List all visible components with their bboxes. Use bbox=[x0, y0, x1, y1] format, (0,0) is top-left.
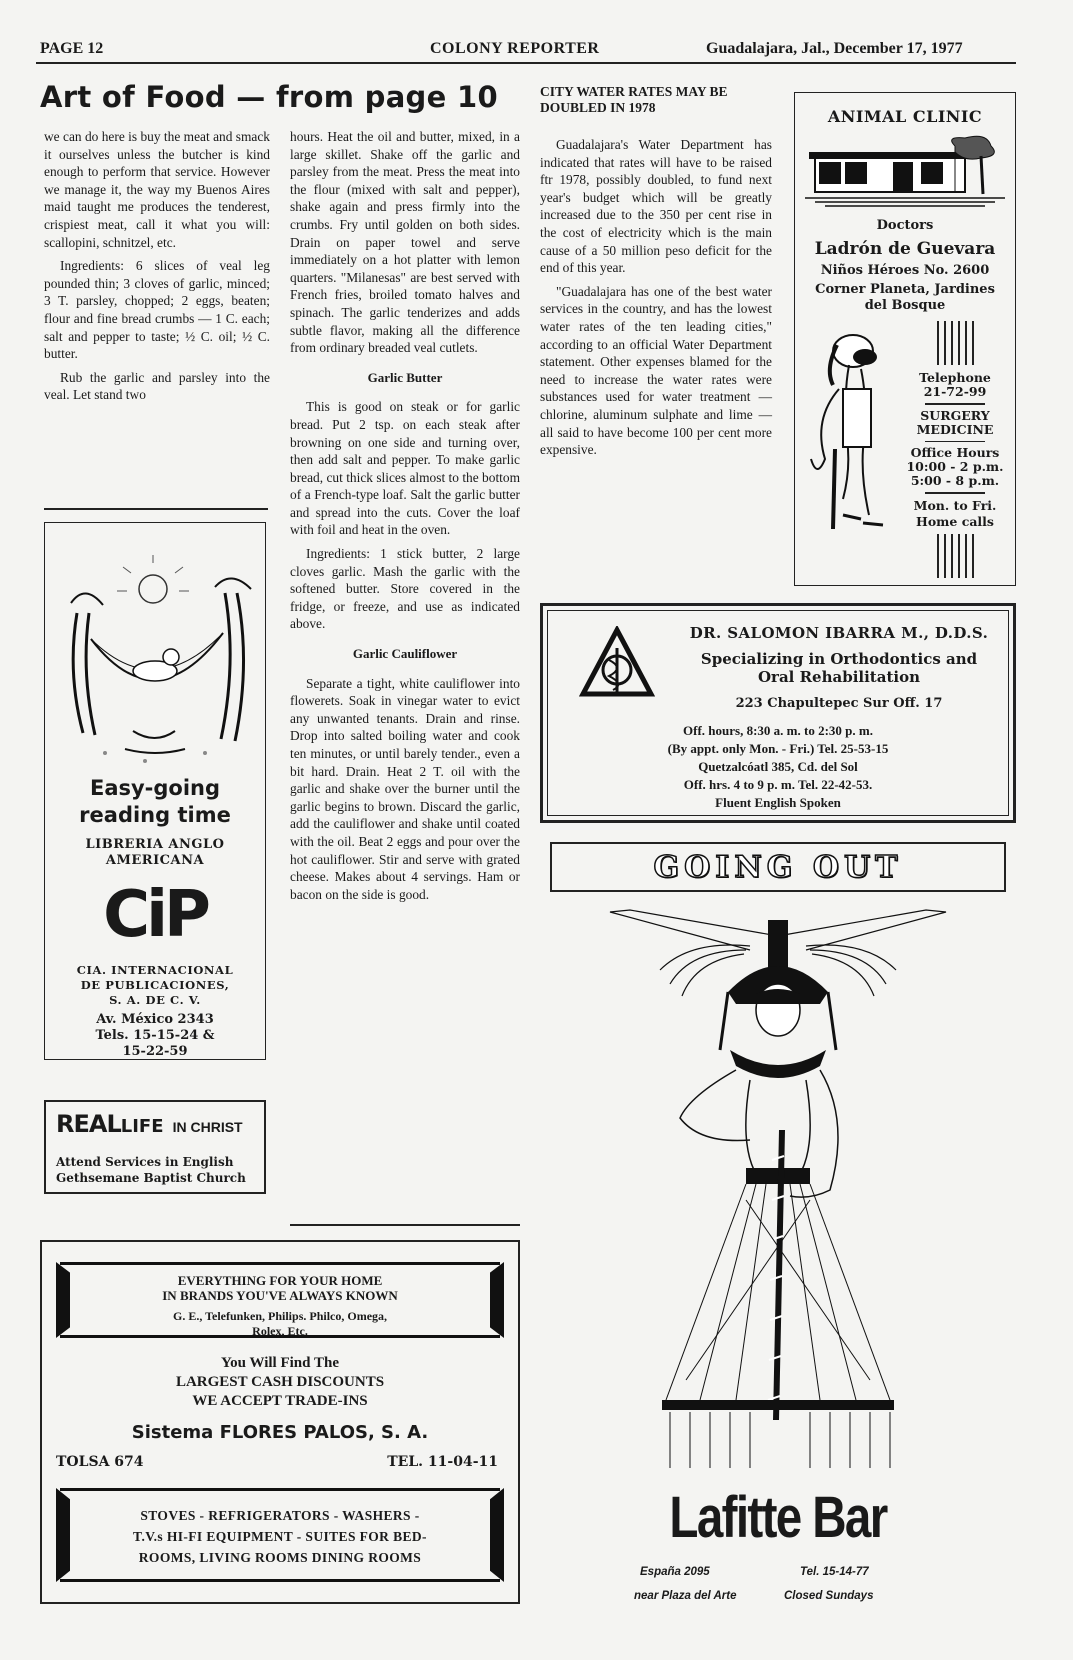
cauliflower-title: Garlic Cauliflower bbox=[352, 646, 458, 662]
libreria-tels-2: 15-22-59 bbox=[122, 1044, 188, 1059]
lafitte-closed: Closed Sundays bbox=[784, 1590, 874, 1602]
column-rule bbox=[290, 1224, 520, 1226]
flores-discounts: LARGEST CASH DISCOUNTS bbox=[175, 1374, 385, 1390]
church-services-line: Attend Services in English bbox=[56, 1155, 234, 1169]
going-out-title: GOING OUT bbox=[653, 850, 903, 885]
art-deco-woman-illustration bbox=[550, 900, 1006, 1470]
clinic-corner bbox=[795, 282, 1015, 314]
food-paragraph: Ingredients: 6 slices of veal leg pounded thin; 3 cloves of garlic, minced; 3 T. parsley, chopped; 2 eggs, beaten; flour and fine bread crumbs — 1 C. each; salt and pepper to taste; ½ C. oil; ½ C. butter. bbox=[44, 258, 270, 362]
dentist-details bbox=[553, 722, 1003, 812]
dental-caduceus-icon bbox=[579, 626, 655, 702]
food-paragraph: hours. Heat the oil and butter, mixed, in a large skillet. Shake off the garlic and parsley from the meat. Press the meat into the flour (mixed with salt and pepper), shake again and press firmly into the crumbs. Fry until golden on both sides. Drain on paper towel and serve immediately on a hot platter with lemon quarters. "Milanesas" are best served with French fries, broiled tomato halves and spinach. The garlic tenderizes and adds subtle flavor, making all the difference from ordinary breaded veal cutlets. bbox=[290, 129, 520, 356]
flores-tradeins: WE ACCEPT TRADE-INS bbox=[192, 1393, 368, 1409]
dentist-english: Fluent English Spoken bbox=[715, 795, 841, 810]
divider bbox=[925, 492, 985, 494]
libreria-tels-1: Tels. 15-15-24 & bbox=[95, 1028, 215, 1043]
church-details bbox=[56, 1154, 256, 1186]
water-paragraph: Guadalajara's Water Department has indicated that rates will have to be raised ftr 1978, possibly doubled, to fund next year's budget which will be greatly increased due to the 350 per cent rise in the cost of electricity which is the main cause of a 50 million peso deficit for the end of this year. bbox=[540, 137, 772, 276]
real-life-logo-christ: IN CHRIST bbox=[172, 1119, 243, 1135]
flores-offer bbox=[42, 1354, 518, 1411]
food-paragraph: Separate a tight, white cauliflower into flowerets. Soak in vinegar water to evict any unwanted tenants. Drain and rinse. Drop into salted boiling water and cook ten minutes, or until barely tender., even a bit hard. Drain. Heat 2 T. oil with the garlic and shake over the burner until the garlic begins to brown. Discard the garlic, add the cauliflower and shake until coated with the oil. Beat 2 eggs and pour over the hot cauliflower. Stir and serve with grated cheese. Makes about 4 servings. Ham or bacon on the side is good. bbox=[290, 675, 520, 902]
divider bbox=[925, 441, 985, 443]
flores-items-banner bbox=[60, 1488, 500, 1582]
page-number: PAGE 12 bbox=[40, 40, 104, 57]
church-name: Gethsemane Baptist Church bbox=[56, 1171, 246, 1185]
real-life-logo-life: LIFE bbox=[120, 1116, 164, 1137]
flores-banner-line-1: EVERYTHING FOR YOUR HOME bbox=[177, 1273, 383, 1288]
clinic-telephone bbox=[899, 371, 1011, 399]
banner-end-right bbox=[490, 1262, 504, 1338]
flores-banner bbox=[60, 1262, 500, 1338]
hammock-reading-illustration bbox=[55, 553, 255, 773]
clinic-hours-evening: 5:00 - 8 p.m. bbox=[910, 473, 1000, 488]
garlic-butter-title: Garlic Butter bbox=[367, 369, 443, 385]
cip-logo: CiP bbox=[103, 878, 207, 952]
flores-company: Sistema FLORES PALOS, S. A. bbox=[131, 1422, 429, 1443]
church-ad bbox=[44, 1100, 266, 1194]
libreria-company-line-3: S. A. DE C. V. bbox=[109, 993, 201, 1007]
clinic-service-medicine: MEDICINE bbox=[916, 421, 994, 437]
food-paragraph: This is good on steak or for garlic bread. Put 2 tsp. on each steak after browning on one side and turning over, then add salt and pepper. To make garlic bread, cut thick slices almost to the bottom of a French-type loaf. Salt the garlic butter and spread into the cuts. Cover the loaf with foil and heat in the oven. bbox=[290, 399, 520, 538]
libreria-ad bbox=[44, 522, 266, 1060]
dentist-hours-3: Off. hrs. 4 to 9 p. m. Tel. 22-42-53. bbox=[683, 777, 873, 792]
clinic-home-calls: Home calls bbox=[916, 513, 994, 529]
banner-end-left bbox=[56, 1262, 70, 1338]
banner-end-left bbox=[56, 1488, 70, 1582]
flores-tel: TEL. 11-04-11 bbox=[387, 1454, 498, 1470]
animal-clinic-ad bbox=[794, 92, 1016, 586]
food-column-2 bbox=[290, 128, 520, 909]
dateline: Guadalajara, Jal., December 17, 1977 bbox=[706, 40, 963, 57]
dentist-hours-2: (By appt. only Mon. - Fri.) Tel. 25-53-15 bbox=[667, 741, 889, 756]
libreria-name bbox=[45, 837, 265, 869]
libreria-company bbox=[45, 963, 265, 1008]
water-paragraph: "Guadalajara has one of the best water services in the country, and has the lowest water rates of the ten leading cities," according to an official Water Department statement. Other expenses blamed for the need to increase the water rates were substances used for water treatment — chlorine, aluminum sulphate and lime — all said to have become 100 per cent more expensive. bbox=[540, 283, 772, 458]
libreria-address: Av. México 2343 bbox=[96, 1012, 214, 1027]
column-rule bbox=[44, 508, 268, 510]
flores-items-line-3: ROOMS, LIVING ROOMS DINING ROOMS bbox=[138, 1550, 422, 1565]
flores-items-line-1: STOVES - REFRIGERATORS - WASHERS - bbox=[140, 1508, 420, 1523]
libreria-slogan-line-2: reading time bbox=[79, 803, 231, 827]
paper-name: COLONY REPORTER bbox=[430, 40, 600, 57]
dentist-hours-1: Off. hours, 8:30 a. m. to 2:30 p. m. bbox=[683, 723, 873, 738]
flores-address: TOLSA 674 bbox=[56, 1454, 144, 1470]
clinic-days bbox=[899, 498, 1011, 530]
clinic-corner-line-2: del Bosque bbox=[864, 298, 946, 313]
libreria-slogan bbox=[45, 775, 265, 829]
going-out-banner bbox=[550, 842, 1006, 892]
flores-find: You Will Find The bbox=[221, 1355, 339, 1371]
clinic-address: Niños Héroes No. 2600 bbox=[820, 263, 990, 278]
water-headline: CITY WATER RATES MAY BE DOUBLED IN 1978 bbox=[540, 84, 728, 115]
real-life-logo bbox=[56, 1110, 243, 1138]
clinic-info-column bbox=[899, 321, 1011, 578]
water-article bbox=[540, 136, 772, 465]
banner-end-right bbox=[490, 1488, 504, 1582]
food-paragraph: we can do here is buy the meat and smack it ourselves unless the butcher is kind enough to perform that service. However we manage it, the way my Buenos Aires maid taught me produces the tenderest, crispiest meat, call it what you will: scallopini, schnitzel, etc. bbox=[44, 129, 270, 250]
clinic-corner-line-1: Corner Planeta, Jardines bbox=[815, 282, 995, 297]
flores-items-line-2: T.V.s HI-FI EQUIPMENT - SUITES FOR BED- bbox=[133, 1529, 427, 1544]
lafitte-tel: Tel. 15-14-77 bbox=[800, 1566, 869, 1578]
libreria-name-line-1: LIBRERIA ANGLO bbox=[85, 837, 225, 852]
libreria-name-line-2: AMERICANA bbox=[105, 853, 205, 868]
lafitte-location: near Plaza del Arte bbox=[634, 1590, 737, 1602]
libreria-company-line-1: CIA. INTERNACIONAL bbox=[76, 963, 234, 977]
flores-brands-line-2: Rolex, Etc. bbox=[252, 1324, 308, 1338]
dentist-address: 223 Chapultepec Sur Off. 17 bbox=[735, 696, 943, 711]
dentist-address-2: Quetzalcóatl 385, Cd. del Sol bbox=[698, 759, 858, 774]
lafitte-bar-name: Lafitte Bar bbox=[669, 1485, 887, 1550]
clinic-tel-number: 21-72-99 bbox=[923, 384, 987, 399]
clinic-hours-morning: 10:00 - 2 p.m. bbox=[906, 459, 1004, 474]
flores-banner-text bbox=[60, 1273, 500, 1303]
clinic-service-surgery: SURGERY bbox=[920, 407, 990, 423]
dentist-specialty-line-1: Specializing in Orthodontics and bbox=[700, 650, 978, 668]
flores-items bbox=[60, 1505, 500, 1568]
food-headline: Art of Food — from page 10 bbox=[40, 80, 498, 114]
real-life-logo-real: REAL bbox=[56, 1110, 121, 1138]
clinic-title: ANIMAL CLINIC bbox=[827, 107, 983, 126]
flores-brands-line-1: G. E., Telefunken, Philips. Philco, Omega, bbox=[172, 1309, 388, 1323]
clinic-hours bbox=[899, 446, 1011, 488]
clinic-days-line: Mon. to Fri. bbox=[913, 497, 997, 513]
food-paragraph: Ingredients: 1 stick butter, 2 large cloves garlic. Mash the garlic with the softened butter. Store covered in the fridge, or freeze, and use as indicated above. bbox=[290, 546, 520, 632]
clinic-building-illustration bbox=[805, 132, 1005, 212]
food-paragraph: Rub the garlic and parsley into the veal. Let stand two bbox=[44, 369, 270, 403]
flores-palos-ad bbox=[40, 1240, 520, 1604]
libreria-contact bbox=[45, 1012, 265, 1060]
clinic-hours-title: Office Hours bbox=[910, 445, 1000, 460]
flores-brands bbox=[60, 1309, 500, 1339]
clinic-doctor-name: Ladrón de Guevara bbox=[814, 239, 996, 259]
clinic-tel-label: Telephone bbox=[919, 370, 991, 385]
lafitte-address: España 2095 bbox=[640, 1566, 710, 1578]
dentist-ad bbox=[540, 603, 1016, 823]
clinic-services bbox=[899, 409, 1011, 437]
header-rule bbox=[36, 62, 1016, 64]
divider bbox=[925, 403, 985, 405]
libreria-company-line-2: DE PUBLICACIONES, bbox=[80, 978, 230, 992]
dentist-specialty-line-2: Oral Rehabilitation bbox=[757, 668, 920, 686]
food-column-1 bbox=[44, 128, 270, 410]
dentist-name: DR. SALOMON IBARRA M., D.D.S. bbox=[689, 624, 989, 642]
decorative-bars bbox=[899, 534, 1011, 578]
dog-doctor-illustration bbox=[803, 329, 899, 539]
dentist-specialty bbox=[669, 650, 1009, 686]
decorative-bars bbox=[899, 321, 1011, 365]
flores-banner-line-2: IN BRANDS YOU'VE ALWAYS KNOWN bbox=[162, 1288, 398, 1303]
libreria-slogan-line-1: Easy-going bbox=[89, 776, 221, 800]
clinic-doctors: Doctors bbox=[876, 218, 934, 233]
